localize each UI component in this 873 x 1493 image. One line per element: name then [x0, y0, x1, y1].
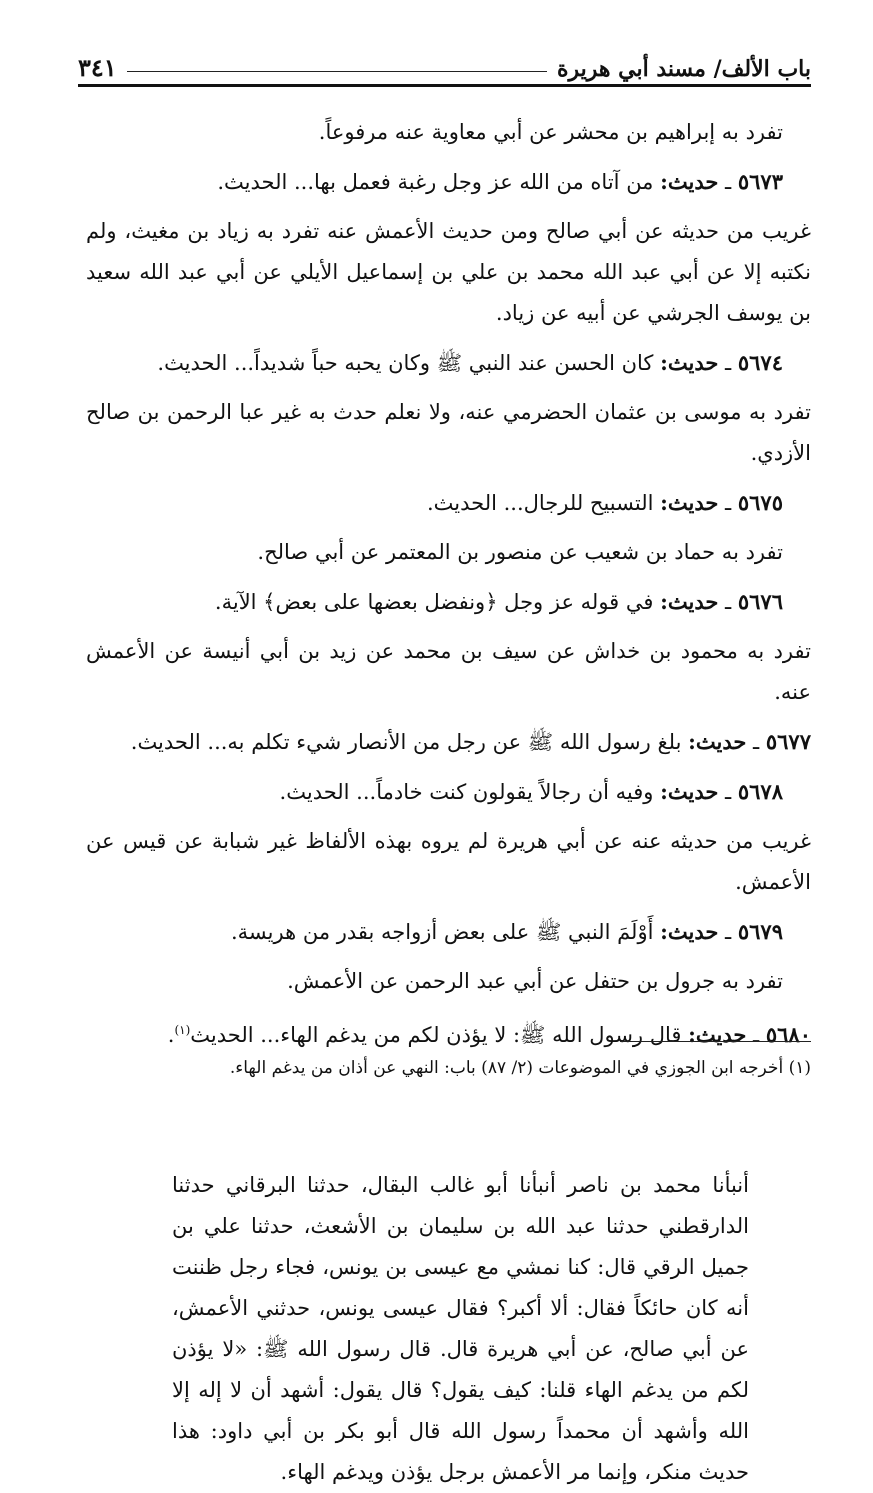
footnote-text: (١) أخرجه ابن الجوزي في الموضوعات (٢/ ٨٧) باب: النهي عن أذان من يدغم الهاء.	[229, 1058, 811, 1078]
paragraph-text: بلغ رسول الله ﷺ عن رجل من الأنصار شيء تكلم به... الحديث.	[130, 730, 682, 754]
paragraph-text: غريب من حديثه عن أبي صالح ومن حديث الأعمش عنه تفرد به زياد بن مغيث، ولم نكتبه إلا عن أبي عبد الله محمد بن علي بن إسماعيل الأيلي عن أبي عبد الله سعيد بن يوسف الجرشي عن أبيه عن زياد.	[86, 219, 811, 325]
paragraph-text: في قوله عز وجل ﴿ونفضل بعضها على بعض﴾ الآية.	[214, 590, 654, 614]
hadith-entry: ٥٦٧٨ ـ حديث: وفيه أن رجالاً يقولون كنت خادماً... الحديث.	[279, 779, 783, 804]
footnotes	[86, 1053, 811, 1484]
hadith-label: حديث:	[660, 490, 719, 515]
commentary-paragraph	[86, 392, 811, 474]
hadith-label: حديث:	[660, 350, 719, 375]
paragraph-text: وفيه أن رجالاً يقولون كنت خادماً... الحديث.	[279, 780, 654, 804]
hadith-entry: ٥٦٧٣ ـ حديث: من آتاه من الله عز وجل رغبة فعمل بها... الحديث.	[217, 169, 783, 194]
hadith-entry: ٥٦٧٩ ـ حديث: أَوْلَمَ النبي ﷺ على بعض أزواجه بقدر من هريسة.	[230, 919, 783, 944]
running-header	[78, 38, 811, 82]
paragraph-text: أَوْلَمَ النبي ﷺ على بعض أزواجه بقدر من هريسة.	[230, 920, 654, 944]
paragraph-text: تفرد به حماد بن شعيب عن منصور بن المعتمر عن أبي صالح.	[257, 540, 783, 564]
commentary-paragraph	[86, 961, 811, 1002]
hadith-entry: ٥٦٧٧ ـ حديث: بلغ رسول الله ﷺ عن رجل من الأنصار شيء تكلم به... الحديث.	[130, 729, 811, 754]
hadith-label: حديث:	[660, 919, 719, 944]
hadith-label: حديث:	[688, 729, 747, 754]
hadith-entry: ٥٦٧٥ ـ حديث: التسبيح للرجال... الحديث.	[427, 490, 783, 515]
hadith-number: ٥٦٧٦	[737, 589, 783, 614]
hadith-number: ٥٦٧٩	[737, 919, 783, 944]
footnote-marker: (١)	[174, 1023, 191, 1037]
footnote-text: أنبأنا محمد بن ناصر أنبأنا أبو غالب البقال، حدثنا البرقاني حدثنا الدارقطني حدثنا عبد الله بن سليمان بن الأشعث، حدثنا علي بن جميل الرقي قال: كنا نمشي مع عيسى بن يونس، فجاء رجل ظننت أنه كان حائكاً فقال: ألا أكبر؟ فقال عيسى يونس، حدثني الأعمش، عن أبي صالح، عن أبي هريرة قال. قال رسول الله ﷺ: «لا يؤذن لكم من يدغم الهاء قلنا: كيف يقول؟ قال يقول: أشهد أن لا إله إلا الله وأشهد أن محمداً رسول الله قال أبو بكر بن أبي داود: هذا حديث منكر، وإنما مر الأعمش برجل يؤذن ويدغم الهاء.	[172, 1173, 749, 1484]
commentary-paragraph	[86, 631, 811, 713]
paragraph-text: تفرد به موسى بن عثمان الحضرمي عنه، ولا نعلم حدث به غير عبا الرحمن بن صالح الأزدي.	[86, 400, 811, 465]
hadith-number: ٥٦٧٤	[737, 350, 783, 375]
paragraph-tail: .	[167, 1023, 175, 1047]
hadith-entry: ٥٦٧٦ ـ حديث: في قوله عز وجل ﴿ونفضل بعضها على بعض﴾ الآية.	[214, 589, 783, 614]
commentary-paragraph	[86, 112, 811, 153]
paragraph-text: تفرد به محمود بن خداش عن سيف بن محمد عن زيد بن أبي أنيسة عن الأعمش عنه.	[86, 639, 811, 704]
hadith-label: حديث:	[660, 169, 719, 194]
hadith-label: حديث:	[688, 1022, 747, 1047]
hadith-number: ٥٦٧٥	[737, 490, 783, 515]
paragraph-text: تفرد به جرول بن حتفل عن أبي عبد الرحمن عن الأعمش.	[287, 969, 783, 993]
hadith-number: ٥٦٨٠	[765, 1022, 811, 1047]
commentary-paragraph	[86, 821, 811, 903]
paragraph-text: تفرد به إبراهيم بن محشر عن أبي معاوية عنه مرفوعاً.	[318, 120, 783, 144]
main-text	[86, 112, 811, 1064]
hadith-label: حديث:	[660, 589, 719, 614]
footnote-separator	[620, 1041, 811, 1042]
header-dash-line	[127, 71, 547, 72]
commentary-paragraph	[86, 532, 811, 573]
paragraph-text: غريب من حديثه عنه عن أبي هريرة لم يروه بهذه الألفاظ غير شبابة عن قيس عن الأعمش.	[86, 829, 811, 894]
paragraph-text: كان الحسن عند النبي ﷺ وكان يحبه حباً شديداً... الحديث.	[157, 351, 654, 375]
commentary-paragraph	[86, 211, 811, 334]
hadith-entry: ٥٦٨٠ ـ حديث: قال رسول الله ﷺ: لا يؤذن لكم من يدغم الهاء... الحديث$^{(١)}$.	[167, 1022, 811, 1047]
hadith-number: ٥٦٧٨	[737, 779, 783, 804]
hadith-number: ٥٦٧٧	[765, 729, 811, 754]
paragraph-text: من آتاه من الله عز وجل رغبة فعمل بها... الحديث.	[217, 170, 654, 194]
paragraph-text: التسبيح للرجال... الحديث.	[427, 491, 654, 515]
header-title: باب الألف/ مسند أبي هريرة	[556, 56, 811, 82]
page-number: ٣٤١	[78, 53, 117, 82]
hadith-number: ٥٦٧٣	[737, 169, 783, 194]
paragraph-text: قال رسول الله ﷺ: لا يؤذن لكم من يدغم الهاء... الحديث	[190, 1023, 682, 1047]
header-rule	[78, 84, 811, 87]
hadith-label: حديث:	[660, 779, 719, 804]
hadith-entry: ٥٦٧٤ ـ حديث: كان الحسن عند النبي ﷺ وكان يحبه حباً شديداً... الحديث.	[157, 350, 783, 375]
